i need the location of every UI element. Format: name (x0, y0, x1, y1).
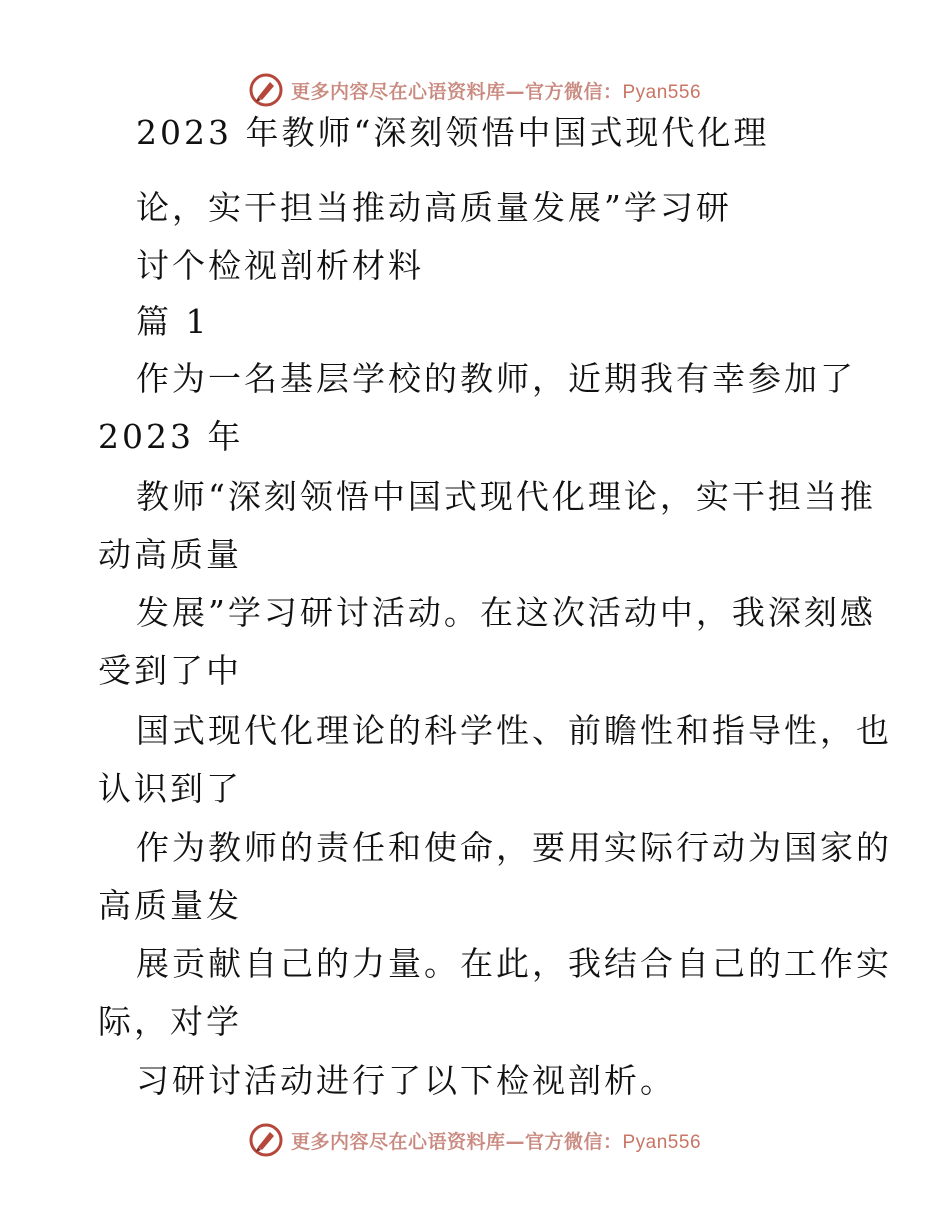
doc-title-line-2: 论，实干担当推动高质量发展”学习研 (136, 188, 732, 227)
watermark-logo-icon (249, 1123, 283, 1157)
body-line: 国式现代化理论的科学性、前瞻性和指导性，也 (136, 711, 892, 750)
body-line: 受到了中 (98, 651, 242, 690)
body-line: 动高质量 (98, 535, 242, 574)
doc-title-line-3: 讨个检视剖析材料 (136, 246, 424, 285)
body-line: 作为一名基层学校的教师，近期我有幸参加了 (136, 359, 856, 398)
body-line: 际，对学 (98, 1002, 242, 1041)
body-line: 教师“深刻领悟中国式现代化理论，实干担当推 (136, 477, 876, 516)
body-line: 认识到了 (98, 769, 242, 808)
body-line: 发展”学习研讨活动。在这次活动中，我深刻感 (136, 593, 876, 632)
watermark-id: Pyan556 (622, 1131, 702, 1153)
body-line: 习研讨活动进行了以下检视剖析。 (136, 1061, 676, 1100)
doc-title-line-1: 2023 年教师“深刻领悟中国式现代化理 (136, 113, 770, 152)
body-line: 高质量发 (98, 886, 242, 925)
watermark-logo-icon (249, 73, 283, 107)
body-line: 展贡献自己的力量。在此，我结合自己的工作实 (136, 944, 892, 983)
body-line: 2023 年 (98, 417, 244, 456)
watermark-header (0, 70, 950, 110)
watermark-text: 更多内容尽在心语资料库—官方微信：Pyan556 (290, 80, 702, 103)
watermark-id: Pyan556 (622, 81, 702, 103)
section-heading: 篇 1 (136, 302, 210, 341)
watermark-footer (0, 1120, 950, 1160)
watermark-text: 更多内容尽在心语资料库—官方微信：Pyan556 (290, 1130, 702, 1153)
body-line: 作为教师的责任和使命，要用实际行动为国家的 (136, 828, 892, 867)
